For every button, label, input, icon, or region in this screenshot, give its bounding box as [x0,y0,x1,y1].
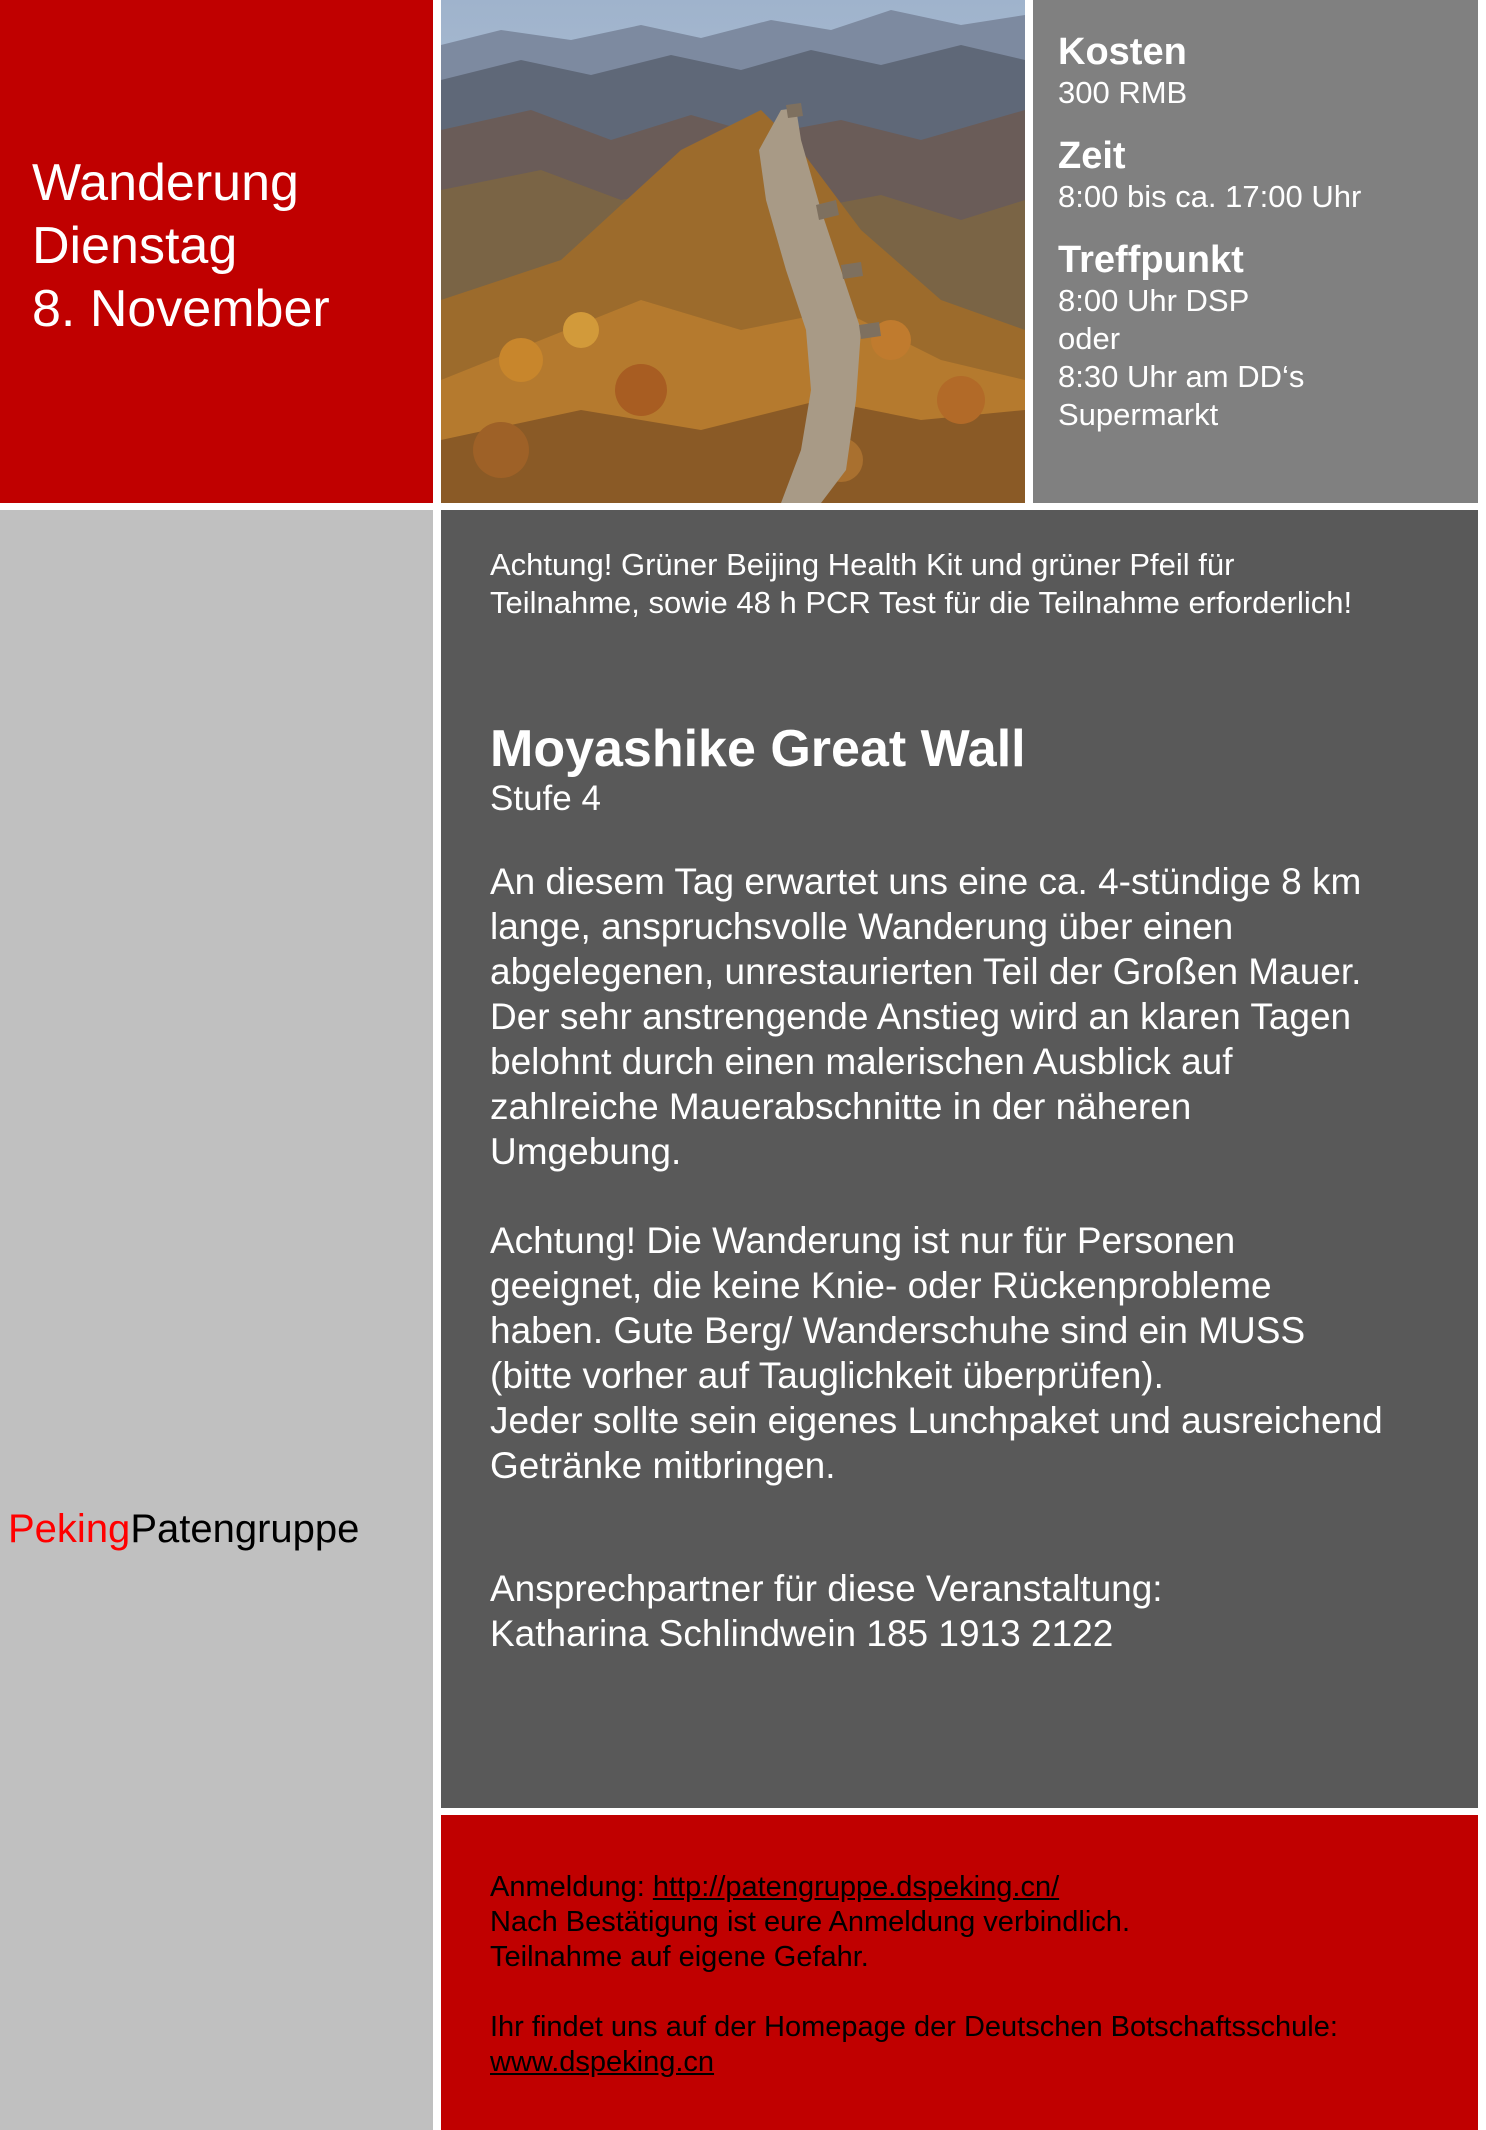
cost-info [1058,30,1478,112]
registration-risk-note: Teilnahme auf eigene Gefahr. [490,1941,869,1973]
meeting-line: oder [1058,321,1121,356]
warning-line: haben. Gute Berg/ Wanderschuhe sind ein MUSS [490,1310,1306,1351]
contact-label: Ansprechpartner für diese Veranstaltung: [490,1568,1163,1609]
description-line: zahlreiche Mauerabschnitte in der näheren [490,1086,1192,1127]
contact-info [490,1566,1460,1656]
registration-link[interactable]: http://patengruppe.dspeking.cn/ [652,1871,1060,1903]
meeting-info [1058,238,1478,434]
time-value: 8:00 bis ca. 17:00 Uhr [1058,179,1362,214]
main-content [441,510,1478,1808]
description-line: Der sehr anstrengende Anstieg wird an klaren Tagen [490,996,1352,1037]
registration-confirmation: Nach Bestätigung ist eure Anmeldung verbindlich. [490,1906,1130,1938]
warning-line: (bitte vorher auf Tauglichkeit überprüfen). [490,1355,1164,1396]
cost-label: Kosten [1058,31,1187,73]
meeting-line: 8:30 Uhr am DD‘s [1058,359,1305,394]
registration-label: Anmeldung: [490,1871,653,1903]
description-line: belohnt durch einen malerischen Ausblick auf [490,1041,1233,1082]
registration-block [441,1815,1478,2130]
warning-line: Jeder sollte sein eigenes Lunchpaket und ausreichend [490,1400,1383,1441]
sidebar [0,510,433,2130]
event-description [490,859,1460,1174]
event-type: Wanderung [32,154,299,212]
meeting-label: Treffpunkt [1058,239,1244,281]
meeting-line: Supermarkt [1058,397,1219,432]
cost-value: 300 RMB [1058,75,1188,110]
registration-line [490,1870,1478,1905]
brand-part-peking: Peking [8,1507,131,1551]
event-heading [32,152,330,341]
description-line: Umgebung. [490,1131,682,1172]
homepage-note: Ihr findet uns auf der Homepage der Deutschen Botschaftsschule: [490,2011,1338,2043]
brand-logo [8,1505,359,1553]
description-line: An diesem Tag erwartet uns eine ca. 4-stündige 8 km [490,861,1362,902]
description-line: abgelegenen, unrestaurierten Teil der Großen Mauer. [490,951,1362,992]
warning-line: geeignet, die keine Knie- oder Rückenprobleme [490,1265,1272,1306]
event-header-block [0,0,433,503]
meeting-line: 8:00 Uhr DSP [1058,283,1250,318]
notice-line: Teilnahme, sowie 48 h PCR Test für die Teilnahme erforderlich! [490,585,1353,620]
hiking-warning [490,1218,1460,1488]
great-wall-photo-illustration [441,0,1025,503]
event-date: 8. November [32,280,330,338]
homepage-link[interactable]: www.dspeking.cn [490,2046,715,2078]
health-notice [490,546,1450,622]
time-info [1058,134,1478,216]
notice-line: Achtung! Grüner Beijing Health Kit und grüner Pfeil für [490,547,1235,582]
contact-person: Katharina Schlindwein 185 1913 2122 [490,1613,1114,1654]
time-label: Zeit [1058,135,1126,177]
description-line: lange, anspruchsvolle Wanderung über einen [490,906,1234,947]
info-panel [1033,0,1478,503]
difficulty-level: Stufe 4 [490,779,601,818]
warning-line: Achtung! Die Wanderung ist nur für Personen [490,1220,1236,1261]
warning-line: Getränke mitbringen. [490,1445,836,1486]
brand-part-patengruppe: Patengruppe [130,1507,360,1551]
event-weekday: Dienstag [32,217,238,275]
event-title: Moyashike Great Wall [490,720,1026,778]
great-wall-photo [441,0,1025,503]
